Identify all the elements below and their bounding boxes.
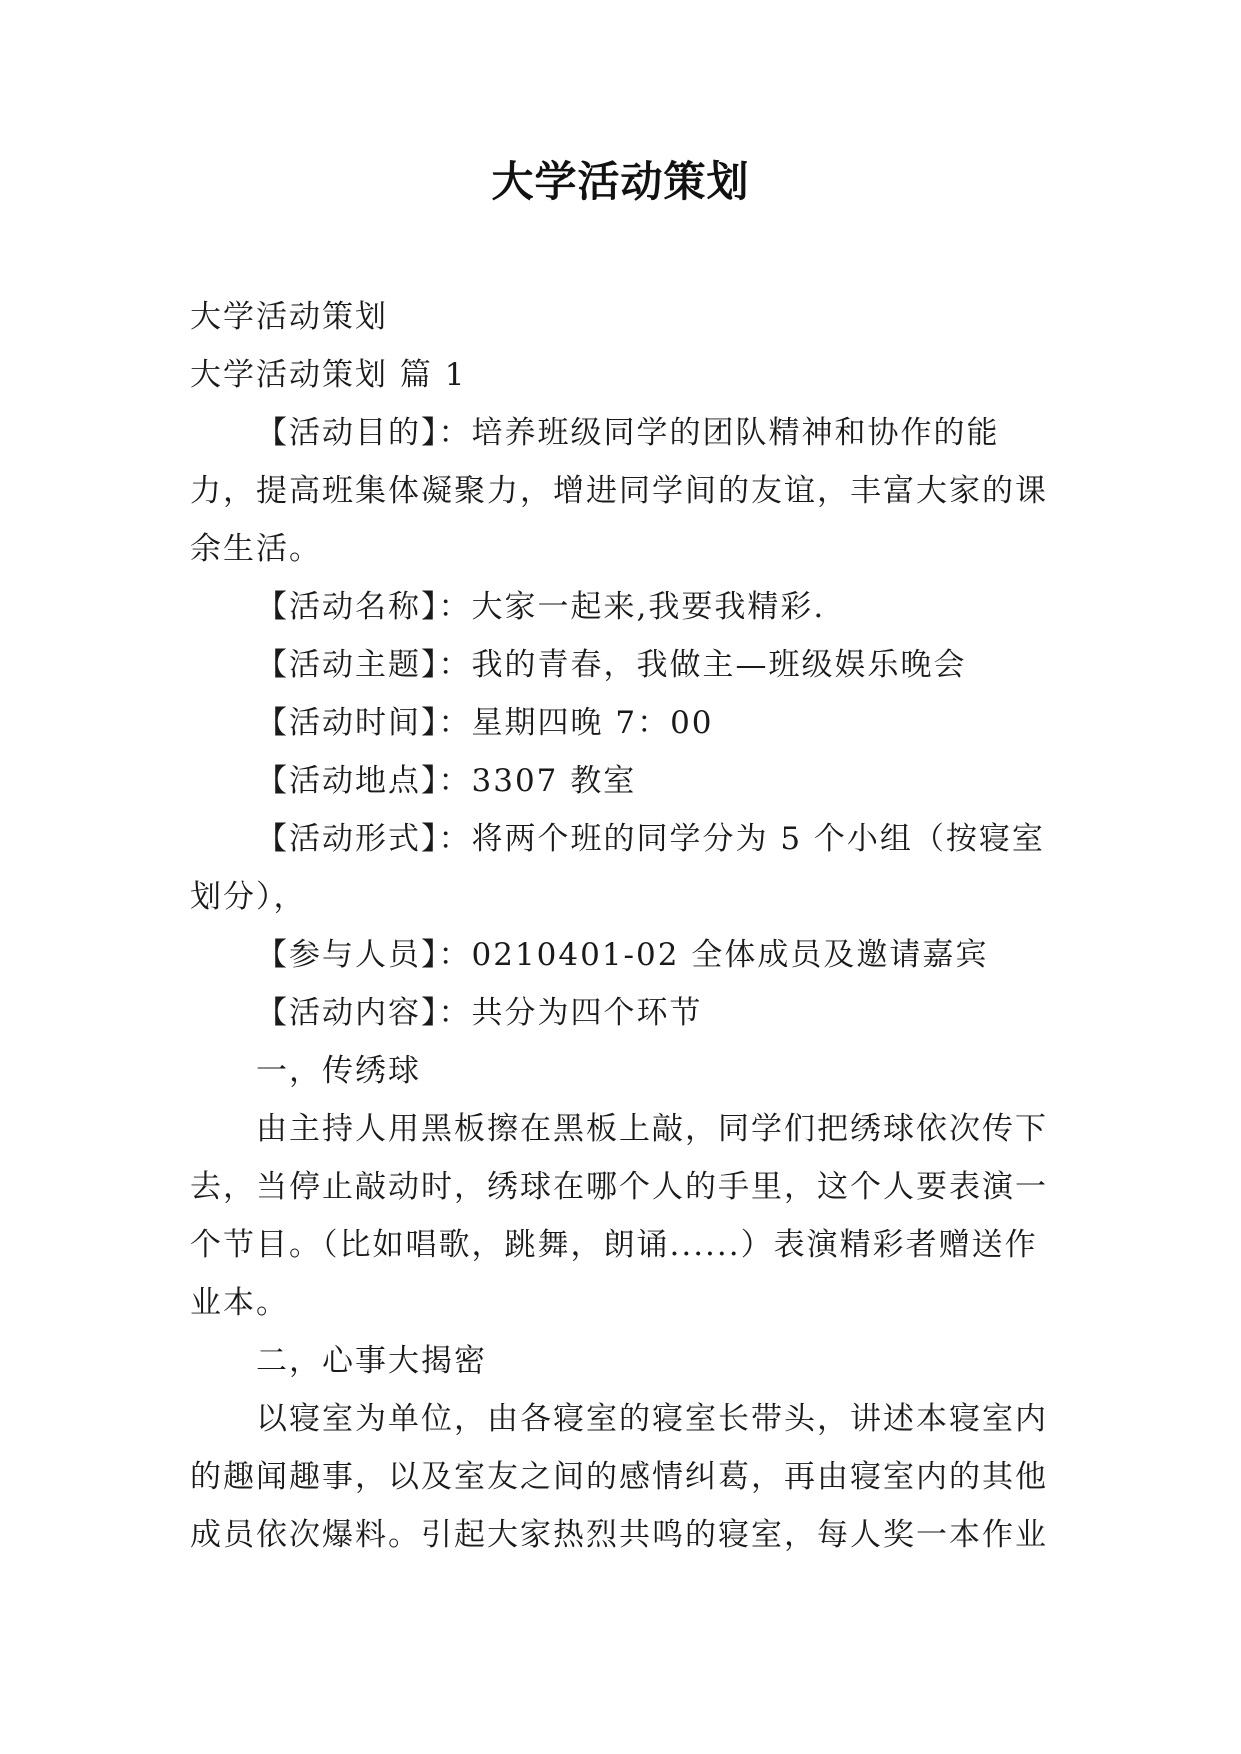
paragraph-activity-purpose <box>190 404 1060 578</box>
section-body-2: 以寝室为单位，由各寝室的寝室长带头，讲述本寝室内的趣闻趣事，以及室友之间的感情纠葛，再由寝室内的其他成员依次爆料。引起大家热烈共鸣的寝室，每人奖一本作业 <box>190 1401 1048 1553</box>
document-title: 大学活动策划 <box>491 157 750 206</box>
field-label: 【活动名称】 <box>256 589 439 625</box>
paragraph-activity-content <box>190 984 1060 1042</box>
field-value: ：星期四晚 7：00 <box>438 705 714 741</box>
field-value: ：培养班级同学的团队精神和协作的能力，提高班集体凝聚力，增进同学间的友谊，丰富大家的课余生活。 <box>190 415 1048 567</box>
paragraph-subheading: 大学活动策划 篇 1 <box>190 357 467 393</box>
field-label: 【活动时间】 <box>256 705 439 741</box>
field-label: 【活动主题】 <box>256 647 439 683</box>
paragraph-participants <box>190 926 1060 984</box>
paragraph-activity-theme <box>190 636 1060 694</box>
field-value: ：将两个班的同学分为 5 个小组（按寝室划分）， <box>190 821 1045 915</box>
field-value: ：共分为四个环节 <box>438 995 703 1031</box>
field-value: ：3307 教室 <box>438 763 637 799</box>
paragraph-activity-location <box>190 752 1060 810</box>
field-label: 【活动目的】 <box>256 415 439 451</box>
field-label: 【活动内容】 <box>256 995 439 1031</box>
paragraph-activity-format <box>190 810 1060 926</box>
field-value: ：我的青春，我做主—班级娱乐晚会 <box>438 647 967 683</box>
field-value: ：0210401-02 全体成员及邀请嘉宾 <box>438 937 989 973</box>
section-heading-2: 二，心事大揭密 <box>256 1343 487 1379</box>
field-label: 【参与人员】 <box>256 937 439 973</box>
field-value: ：大家一起来,我要我精彩. <box>438 589 826 625</box>
document-body <box>190 288 1060 1564</box>
field-label: 【活动地点】 <box>256 763 439 799</box>
paragraph-activity-name <box>190 578 1060 636</box>
field-label: 【活动形式】 <box>256 821 439 857</box>
section-body-1: 由主持人用黑板擦在黑板上敲，同学们把绣球依次传下去，当停止敲动时，绣球在哪个人的手里，这个人要表演一个节目。（比如唱歌，跳舞，朗诵......）表演精彩者赠送作业本。 <box>190 1111 1048 1321</box>
paragraph-heading: 大学活动策划 <box>190 299 388 335</box>
section-heading-1: 一，传绣球 <box>256 1053 421 1089</box>
paragraph-activity-time <box>190 694 1060 752</box>
